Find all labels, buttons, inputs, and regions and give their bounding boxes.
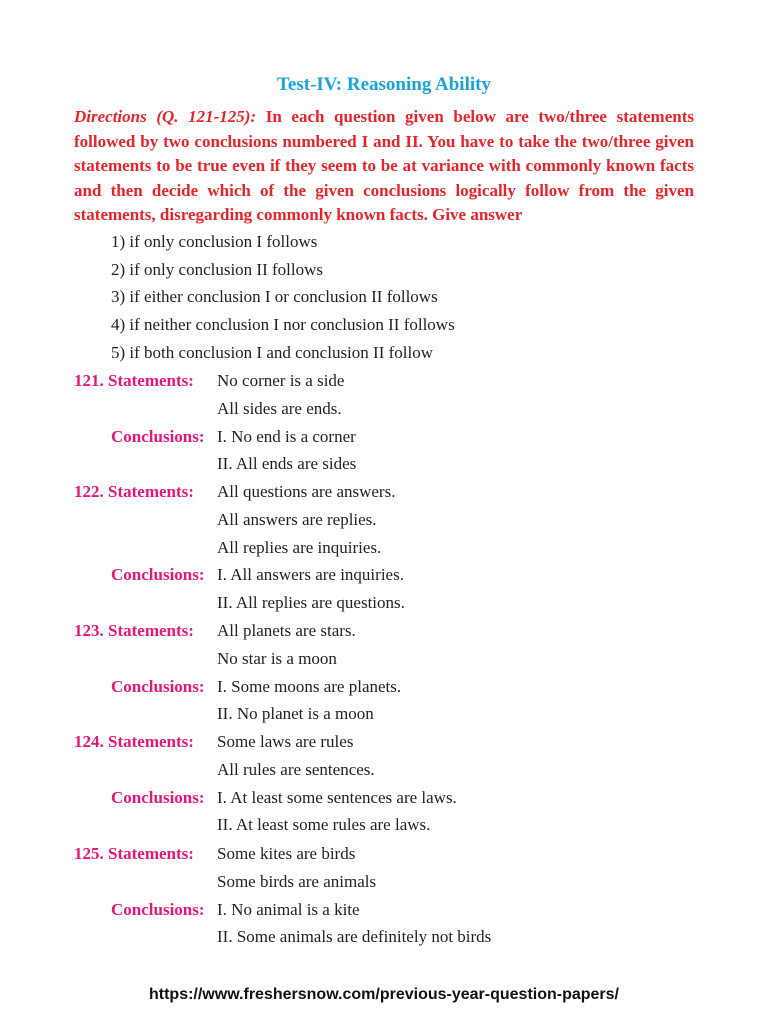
- conclusion-row: [0, 427, 768, 455]
- question-125: [0, 844, 768, 955]
- conclusion-row: [0, 677, 768, 705]
- directions-text: In each question given below are two/three statements followed by two conclusions numbered I and II. You have to take the two/three given statements to be true even if they seem to be at variance with commonly known facts and then decide which of the given conclusions logically follow from the given statements, disregarding commonly known facts. Give answer: [74, 107, 694, 224]
- answer-option-4: 4) if neither conclusion I nor conclusion II follows: [111, 315, 455, 335]
- statement-row: [0, 872, 768, 900]
- statement-row: [0, 538, 768, 566]
- answer-option-2: 2) if only conclusion II follows: [111, 259, 323, 279]
- question-122: [0, 482, 768, 621]
- conclusion-row: [0, 815, 768, 843]
- statement-text: All rules are sentences.: [217, 759, 375, 779]
- conclusion-row: [0, 704, 768, 732]
- conclusion-row: [0, 565, 768, 593]
- statement-row: [0, 844, 768, 872]
- statement-text: No corner is a side: [217, 371, 345, 390]
- footer-url[interactable]: https://www.freshersnow.com/previous-year-question-papers/: [148, 986, 619, 1003]
- statement-text: Some kites are birds: [217, 844, 356, 863]
- conclusion-row: [0, 454, 768, 482]
- conclusion-row: [0, 788, 768, 816]
- statement-text: All questions are answers.: [217, 482, 396, 501]
- statement-row: [0, 649, 768, 677]
- conclusion-text: II. All replies are questions.: [217, 593, 405, 613]
- conclusion-text: II. Some animals are definitely not birds: [217, 927, 492, 947]
- conclusion-text: II. No planet is a moon: [217, 704, 374, 724]
- conclusions-label: Conclusions:: [111, 565, 205, 585]
- answer-options: [111, 232, 455, 370]
- question-123: [0, 621, 768, 732]
- statement-text: All planets are stars.: [217, 621, 356, 640]
- statement-text: Some birds are animals: [217, 871, 377, 891]
- statement-row: [0, 732, 768, 760]
- conclusion-text: I. All answers are inquiries.: [217, 565, 404, 585]
- question-label: 124. Statements:: [74, 732, 194, 751]
- statement-row: [0, 760, 768, 788]
- question-label: 123. Statements:: [74, 621, 194, 640]
- statement-text: Some laws are rules: [217, 732, 354, 751]
- question-121: [0, 371, 768, 482]
- conclusions-label: Conclusions:: [111, 787, 205, 807]
- statement-row: [0, 621, 768, 649]
- question-label: 121. Statements:: [74, 371, 194, 390]
- statement-row: [0, 399, 768, 427]
- answer-option-5: 5) if both conclusion I and conclusion II follow: [111, 342, 433, 362]
- conclusion-text: II. At least some rules are laws.: [217, 815, 431, 835]
- conclusions-label: Conclusions:: [111, 899, 205, 919]
- conclusion-text: I. At least some sentences are laws.: [217, 787, 457, 807]
- conclusion-text: I. No end is a corner: [217, 426, 356, 446]
- directions: [74, 105, 694, 228]
- statement-text: No star is a moon: [217, 648, 337, 668]
- conclusion-row: [0, 900, 768, 928]
- conclusions-label: Conclusions:: [111, 426, 205, 446]
- page-title: Test-IV: Reasoning Ability: [277, 74, 491, 95]
- conclusion-row: [0, 927, 768, 955]
- statement-row: [0, 510, 768, 538]
- directions-label: Directions (Q. 121-125):: [74, 107, 257, 126]
- question-label: 122. Statements:: [74, 482, 194, 501]
- statement-row: [0, 482, 768, 510]
- conclusion-text: II. All ends are sides: [217, 454, 357, 474]
- statement-text: All replies are inquiries.: [217, 537, 382, 557]
- conclusion-text: I. No animal is a kite: [217, 899, 360, 919]
- conclusion-text: I. Some moons are planets.: [217, 676, 402, 696]
- conclusions-label: Conclusions:: [111, 676, 205, 696]
- statement-row: [0, 371, 768, 399]
- question-124: [0, 732, 768, 843]
- answer-option-3: 3) if either conclusion I or conclusion II follows: [111, 287, 438, 307]
- statement-text: All sides are ends.: [217, 398, 342, 418]
- conclusion-row: [0, 593, 768, 621]
- answer-option-1: 1) if only conclusion I follows: [111, 232, 318, 251]
- statement-text: All answers are replies.: [217, 509, 377, 529]
- question-label: 125. Statements:: [74, 844, 194, 863]
